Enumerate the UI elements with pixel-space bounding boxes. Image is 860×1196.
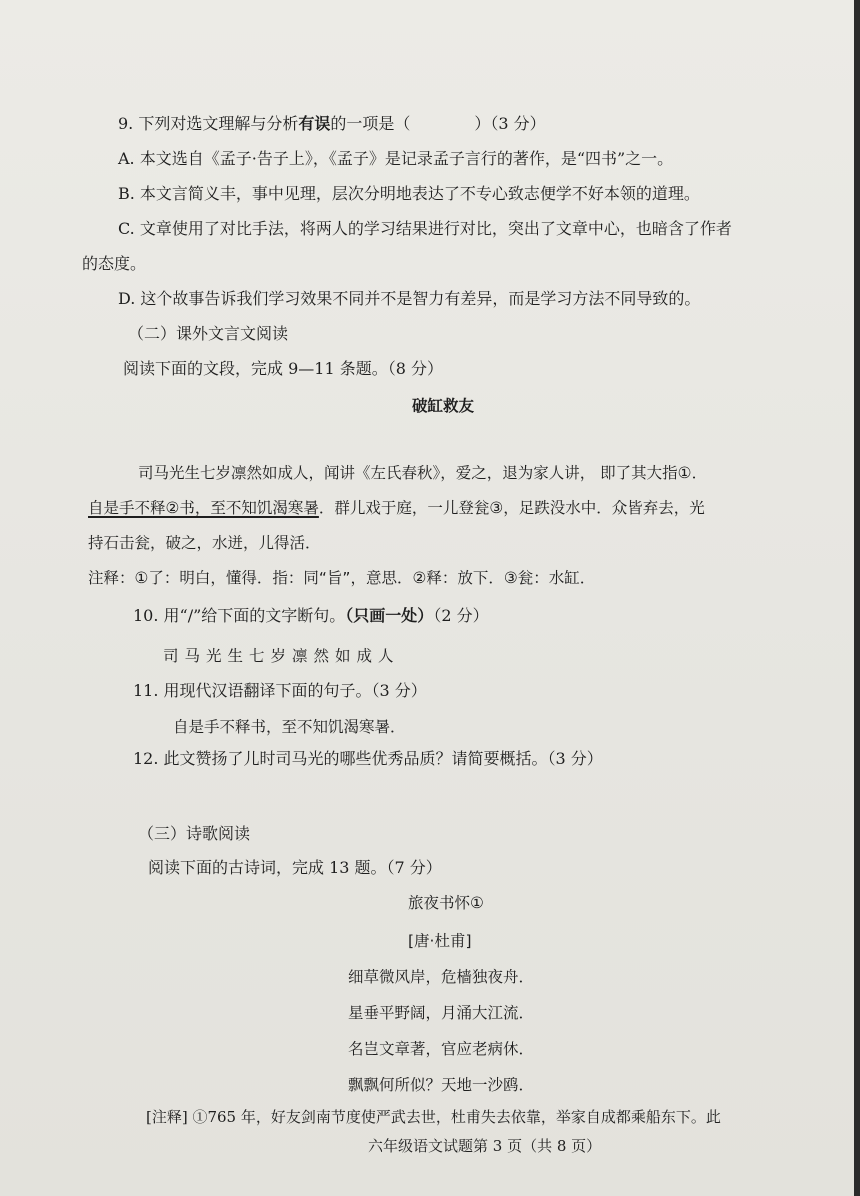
poem-line-1: 细草微风岸，危樯独夜舟． xyxy=(348,968,535,986)
q9-option-a: A. 本文选自《孟子·告子上》，《孟子》是记录孟子言行的著作，是“四书”之一。 xyxy=(118,149,674,168)
poem-title: 旅夜书怀① xyxy=(408,894,484,912)
q11-stem: 11. 用现代汉语翻译下面的句子。（3 分） xyxy=(133,681,427,700)
passage-line-2: 自是手不释②书，至不知饥渴寒暑．群儿戏于庭，一儿登瓮③，足跌没水中．众皆弃去，光 xyxy=(88,499,705,517)
passage-line-3: 持石击瓮，破之，水迸，儿得活． xyxy=(88,534,321,552)
passage-line-1: 司马光生七岁凛然如成人，闻讲《左氏春秋》，爱之，退为家人讲， 即了其大指①． xyxy=(138,464,708,482)
poem-annotation: [注释] ①765 年，好友剑南节度使严武去世，杜甫失去依靠，举家自成都乘船东下。此 xyxy=(146,1108,721,1126)
q9-option-c-line1: C. 文章使用了对比手法，将两人的学习结果进行对比，突出了文章中心，也暗含了作者 xyxy=(118,219,732,238)
passage-underlined-sentence: 自是手不释②书，至不知饥渴寒暑 xyxy=(88,499,319,517)
q9-option-c-line2: 的态度。 xyxy=(82,254,147,273)
q9-stem: 9. 下列对选文理解与分析有误的一项是（ ）（3 分） xyxy=(118,114,546,133)
section-2-heading: （二）课外文言文阅读 xyxy=(128,324,289,343)
q12-stem: 12. 此文赞扬了儿时司马光的哪些优秀品质？请简要概括。（3 分） xyxy=(133,749,603,768)
page-footer: 六年级语文试题第 3 页（共 8 页） xyxy=(368,1137,602,1155)
annotation: 注释：①了：明白，懂得．指：同“旨”，意思．②释：放下．③瓮：水缸． xyxy=(88,569,596,587)
section-3-instruction: 阅读下面的古诗词，完成 13 题。（7 分） xyxy=(148,858,442,877)
poem-line-4: 飘飘何所似？天地一沙鸥． xyxy=(348,1076,535,1094)
q9-keyword: 有误 xyxy=(298,114,331,133)
q10-text: 司马光生七岁凛然如成人 xyxy=(163,647,400,665)
q9-option-b: B. 本文言简义丰，事中见理，层次分明地表达了不专心致志便学不好本领的道理。 xyxy=(118,184,700,203)
poem-author: [唐·杜甫] xyxy=(408,932,472,950)
scan-edge xyxy=(854,0,860,1196)
passage-title: 破缸救友 xyxy=(412,397,475,415)
section-2-instruction: 阅读下面的文段，完成 9—11 条题。（8 分） xyxy=(123,359,443,378)
poem-line-2: 星垂平野阔，月涌大江流． xyxy=(348,1004,535,1022)
q10-stem: 10. 用“/”给下面的文字断句。（只画一处）（2 分） xyxy=(133,606,489,625)
q11-sentence: 自是手不释书，至不知饥渴寒暑． xyxy=(173,718,406,736)
section-3-heading: （三）诗歌阅读 xyxy=(138,824,251,843)
q10-keyword: （只画一处） xyxy=(345,606,434,625)
q9-option-d: D. 这个故事告诉我们学习效果不同并不是智力有差异，而是学习方法不同导致的。 xyxy=(118,289,701,308)
poem-line-3: 名岂文章著，官应老病休． xyxy=(348,1040,535,1058)
